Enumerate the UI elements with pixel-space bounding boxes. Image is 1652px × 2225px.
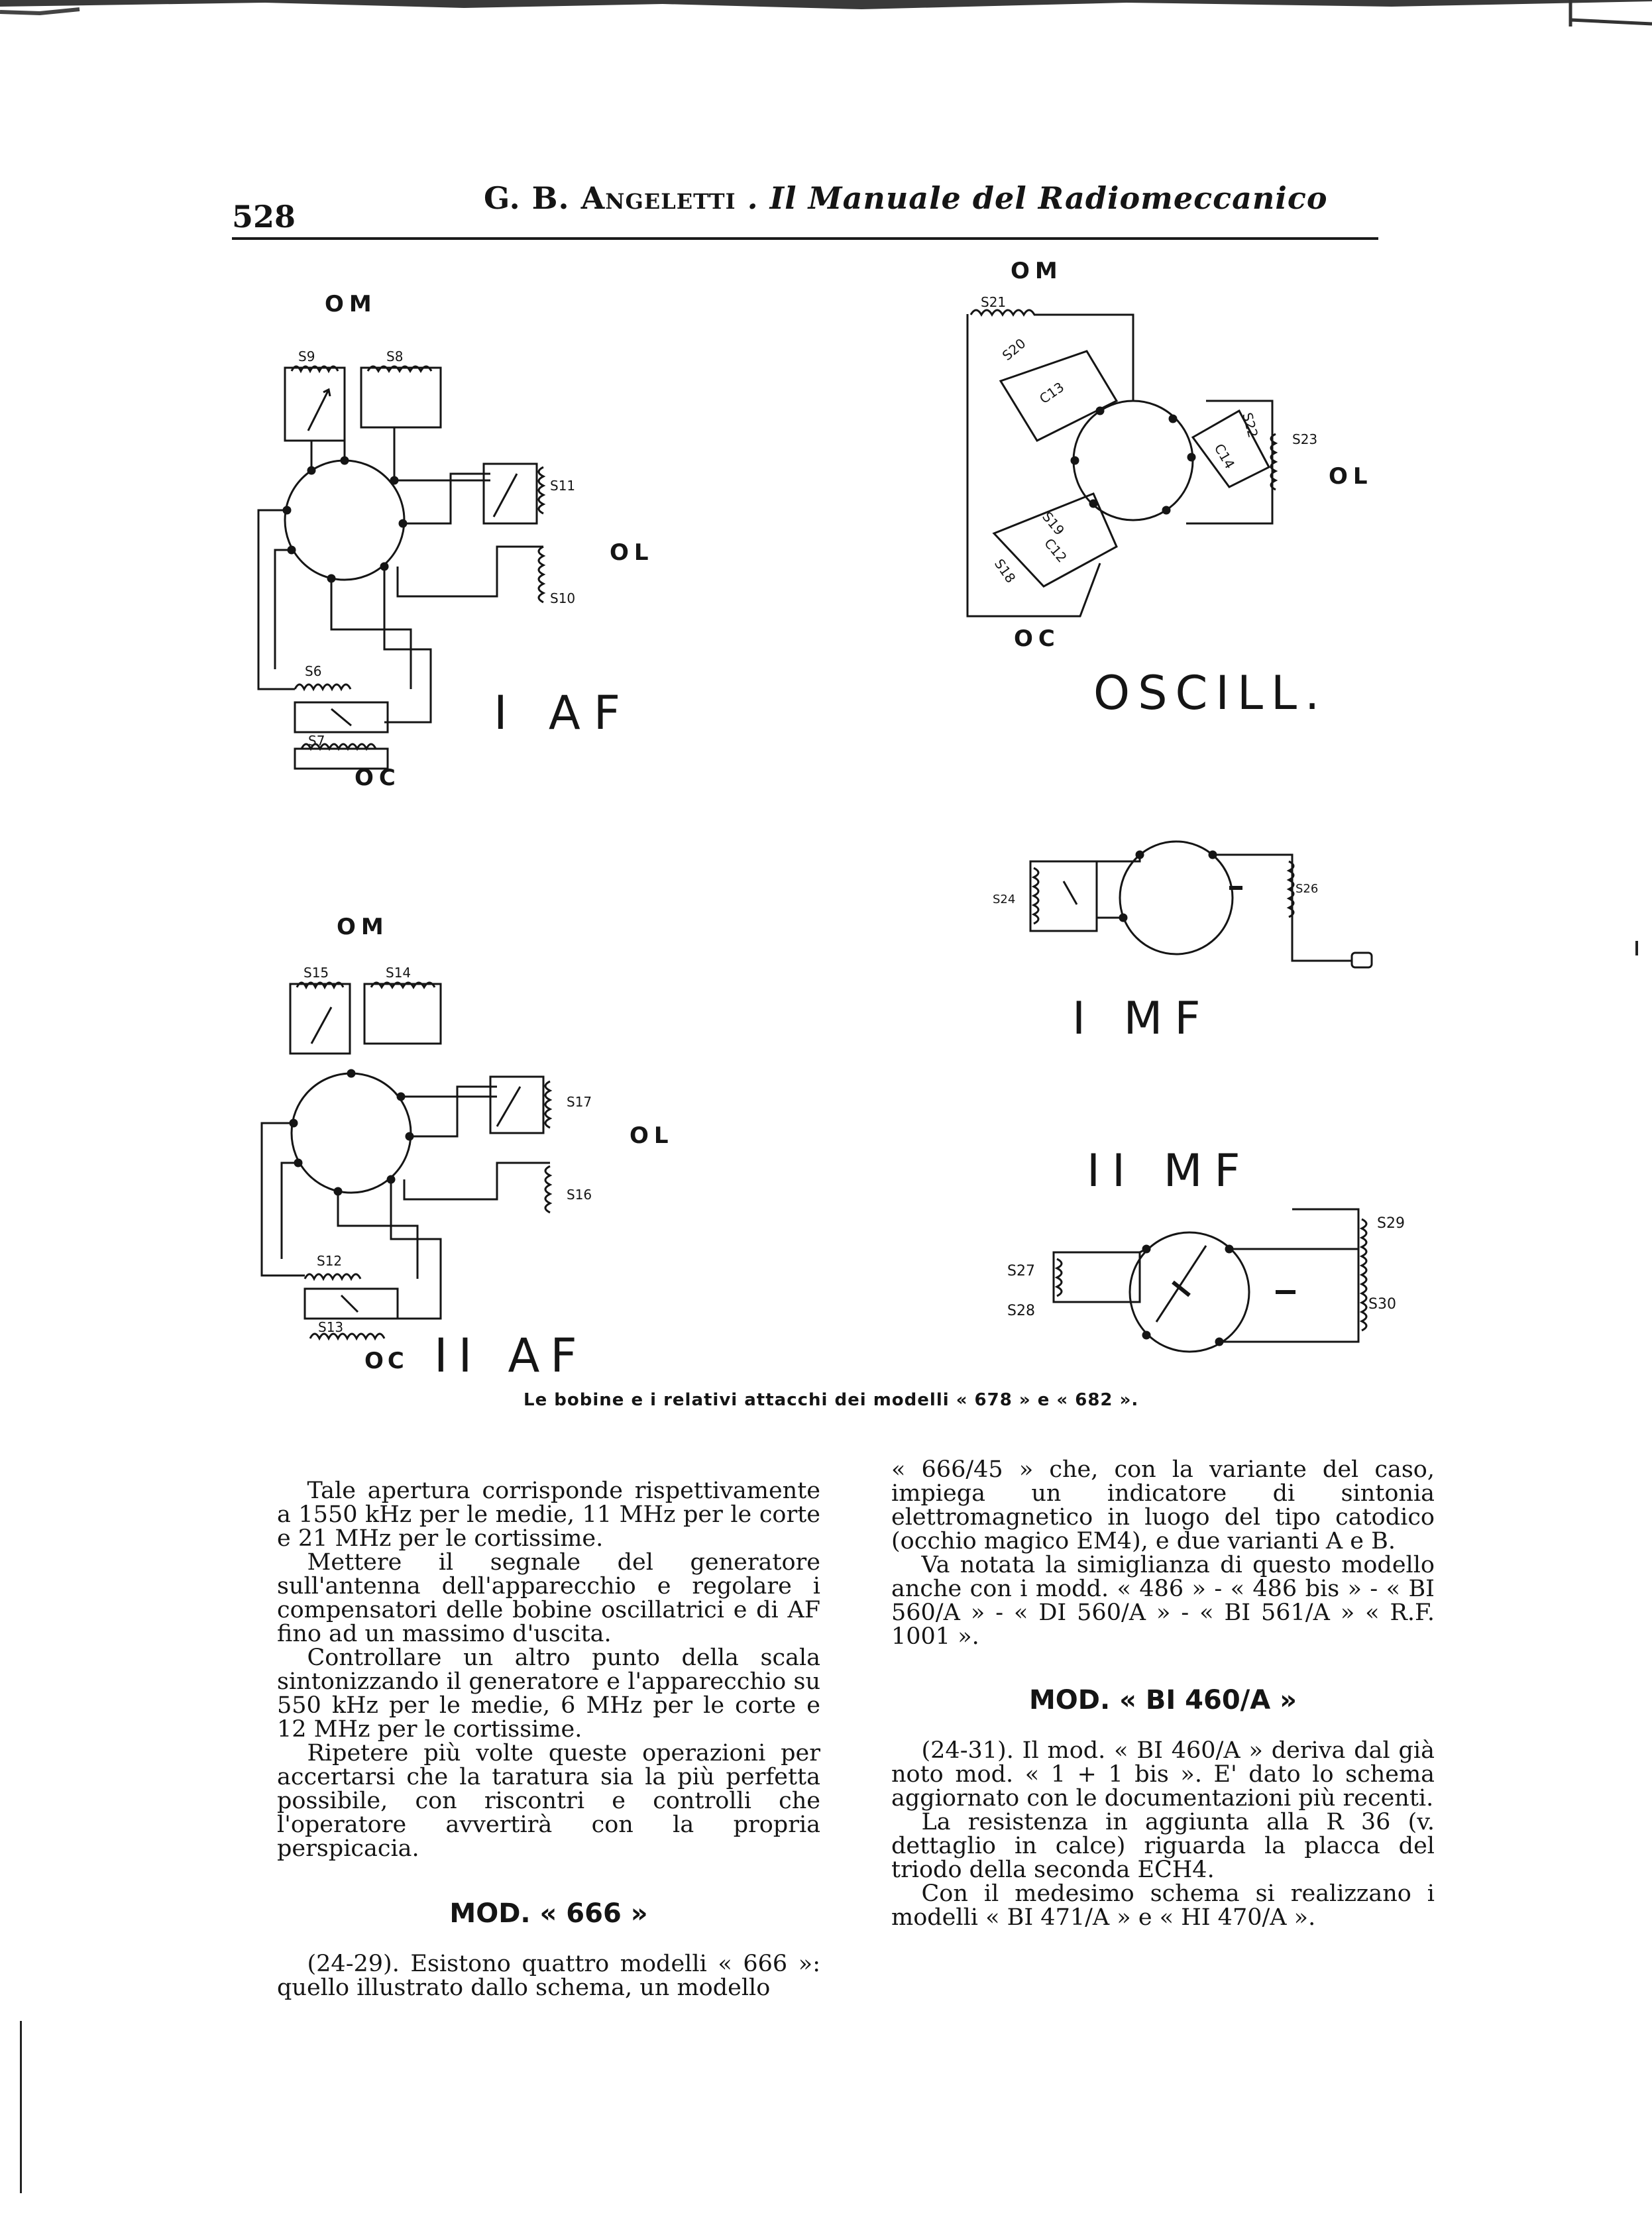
oscill-title: OSCILL. bbox=[1093, 666, 1328, 720]
paragraph: La resistenza in aggiunta alla R 36 (v. dettaglio in calce) riguarda la placca del triodo della seconda ECH4. bbox=[891, 1809, 1435, 1883]
header-rule bbox=[232, 237, 1378, 240]
section-heading-666: MOD. « 666 » bbox=[449, 1898, 648, 1929]
iiaf-coil-s14: S14 bbox=[386, 965, 412, 981]
iaf-om-label: OM bbox=[325, 291, 377, 317]
coil-diagrams-figure bbox=[232, 245, 1425, 1385]
diagram-i-mf bbox=[993, 841, 1372, 1045]
paragraph: Tale apertura corrisponde rispettivamente a 1550 kHz per le medie, 11 MHz per le corte e 21 MHz per le cortissime. bbox=[277, 1478, 820, 1552]
imf-title: I MF bbox=[1072, 993, 1213, 1045]
oscill-ol-label: OL bbox=[1329, 463, 1373, 490]
iiaf-oc-label: OC bbox=[364, 1348, 408, 1374]
paragraph: Ripetere più volte queste operazioni per accertarsi che la taratura sia la più perfetta possibile, con riscontri e controlli che l'operatore avvertirà con la propria perspicacia. bbox=[277, 1740, 820, 1862]
iiaf-coil-s16: S16 bbox=[567, 1187, 592, 1203]
iiaf-coil-s12: S12 bbox=[317, 1253, 343, 1269]
iaf-oc-label: OC bbox=[355, 765, 401, 791]
imf-coil-s26: S26 bbox=[1295, 882, 1319, 896]
iimf-title: II MF bbox=[1087, 1145, 1252, 1197]
paragraph: Mettere il segnale del generatore sull'antenna dell'apparecchio e regolare i compensatori delle bobine oscillatrici e di AF fino ad un massimo d'uscita. bbox=[277, 1549, 820, 1647]
running-head-author: G. B. Angeletti bbox=[484, 180, 736, 216]
text-column-left bbox=[277, 1479, 820, 2000]
iaf-coil-s10: S10 bbox=[550, 590, 576, 606]
iaf-title: I AF bbox=[494, 686, 634, 740]
paragraph: « 666/45 » che, con la variante del caso, impiega un indicatore di sintonia elettromagnetico in luogo del tipo catodico (occhio magico EM4), e due varianti A e B. bbox=[891, 1456, 1435, 1554]
scan-right-edge-mark bbox=[1635, 941, 1638, 955]
oscill-coil-s18: S18 bbox=[991, 556, 1019, 586]
oscill-coil-s23: S23 bbox=[1292, 431, 1318, 447]
iaf-coil-s11: S11 bbox=[550, 478, 576, 494]
iimf-coil-s27: S27 bbox=[1007, 1263, 1035, 1279]
iaf-coil-s7: S7 bbox=[308, 733, 325, 749]
iaf-coil-s8: S8 bbox=[386, 349, 404, 364]
oscill-coil-c13: C13 bbox=[1036, 378, 1068, 407]
iimf-coil-s29: S29 bbox=[1377, 1215, 1405, 1232]
iiaf-coil-s13: S13 bbox=[318, 1319, 344, 1335]
paragraph: Controllare un altro punto della scala sintonizzando il generatore e l'apparecchio su 550 kHz per le medie, 6 MHz per le corte e 12 MHz per le cortissime. bbox=[277, 1645, 820, 1743]
oscill-coil-c14: C14 bbox=[1211, 441, 1239, 472]
oscill-coil-c12: C12 bbox=[1041, 535, 1070, 566]
oscill-coil-s20: S20 bbox=[999, 335, 1029, 364]
iaf-coil-s9: S9 bbox=[298, 349, 315, 364]
running-head bbox=[484, 180, 1328, 216]
iimf-coil-s30: S30 bbox=[1368, 1296, 1396, 1313]
figure-caption: Le bobine e i relativi attacchi dei modelli « 678 » e « 682 ». bbox=[523, 1390, 1139, 1410]
paragraph: (24-29). Esistono quattro modelli « 666 »: quello illustrato dallo schema, un modello bbox=[277, 1951, 820, 2001]
iaf-coil-s6: S6 bbox=[305, 663, 322, 679]
oscill-coil-s21: S21 bbox=[981, 294, 1007, 310]
text-column-right bbox=[891, 1458, 1435, 1929]
oscill-coil-s22: S22 bbox=[1239, 411, 1262, 440]
diagram-ii-mf bbox=[1007, 1145, 1405, 1352]
iiaf-title: II AF bbox=[434, 1329, 588, 1383]
page-number: 528 bbox=[232, 199, 296, 235]
iaf-ol-label: OL bbox=[610, 539, 654, 566]
iiaf-coil-s17: S17 bbox=[567, 1094, 592, 1110]
scan-left-edge-mark bbox=[20, 2021, 22, 2193]
diagram-oscill bbox=[967, 258, 1373, 720]
paragraph: (24-31). Il mod. « BI 460/A » deriva dal già noto mod. « 1 + 1 bis ». E' dato lo schema aggiornato con le documentazioni più recenti. bbox=[891, 1737, 1435, 1812]
iimf-coil-s28: S28 bbox=[1007, 1303, 1035, 1319]
oscill-om-label: OM bbox=[1011, 258, 1063, 284]
paragraph: Va notata la simiglianza di questo modello anche con i modd. « 486 » - « 486 bis » - « BI 560/A » - « DI 560/A » - « BI 561/A » « R.F. 1001 ». bbox=[891, 1552, 1435, 1650]
imf-coil-s24: S24 bbox=[993, 893, 1016, 906]
running-head-title: Il Manuale del Radiomeccanico bbox=[769, 180, 1328, 216]
diagram-ii-af bbox=[262, 914, 674, 1383]
iiaf-coil-s15: S15 bbox=[303, 965, 329, 981]
diagram-i-af bbox=[258, 291, 654, 791]
iiaf-om-label: OM bbox=[337, 914, 389, 940]
scan-top-edge bbox=[0, 0, 1652, 27]
running-head-separator: . bbox=[747, 180, 759, 216]
oscill-oc-label: OC bbox=[1014, 625, 1060, 652]
paragraph: Con il medesimo schema si realizzano i modelli « BI 471/A » e « HI 470/A ». bbox=[891, 1880, 1435, 1931]
iiaf-ol-label: OL bbox=[630, 1122, 674, 1149]
oscill-coil-s19: S19 bbox=[1039, 508, 1068, 539]
section-heading-bi460a: MOD. « BI 460/A » bbox=[1028, 1685, 1297, 1715]
